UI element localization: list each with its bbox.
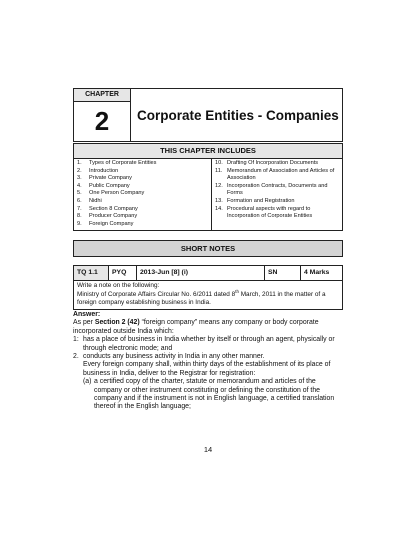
list-item: 6. Nidhi (77, 197, 102, 204)
question-source: PYQ (109, 266, 137, 280)
chapter-title: Corporate Entities - Companies (137, 107, 339, 123)
answer-intro: As per Section 2 (42) “foreign company” means any company or body corporate incorporated outside India which: (73, 319, 319, 335)
list-item: 7. Section 8 Company (77, 205, 138, 212)
question-header-row (74, 266, 342, 281)
chapter-label: CHAPTER (74, 89, 130, 102)
list-item: 1. Types of Corporate Entities (77, 160, 157, 166)
includes-left-column (74, 159, 212, 230)
page-content (73, 88, 343, 412)
list-item: 5. One Person Company (77, 190, 145, 197)
list-item: 2. Introduction (77, 167, 119, 174)
question-text (74, 281, 342, 309)
includes-list (73, 158, 343, 231)
page-number: 14 (203, 445, 213, 454)
question-id: TQ 1.1 (74, 266, 109, 280)
question-exam: 2013-Jun [8] (i) (137, 266, 265, 280)
list-item: 9. Foreign Company (77, 220, 134, 227)
list-item: (a) a certified copy of the charter, statute or memorandum and articles of the company or other instrument constituting or defining the constitution of the company and if the instrument is not in English language, a certified translation thereof in the English language; (83, 378, 335, 411)
answer-section (73, 311, 343, 412)
list-item: 13. Formation and Registration (215, 197, 295, 204)
includes-right-column (212, 159, 342, 230)
question-line: Write a note on the following: (77, 282, 160, 290)
question-line: Ministry of Corporate Affairs Circular No. 6/2011 dated 8th March, 2011 in the matter of a foreign company establishing business in India. (77, 288, 326, 306)
question-marks: 4 Marks (304, 269, 330, 277)
answer-paragraph: Every foreign company shall, within thirty days of the establishment of its place of business in India, deliver to the Registrar for registration: (83, 361, 331, 377)
list-item: 3. Private Company (77, 175, 132, 182)
answer-list (73, 336, 343, 361)
includes-heading: THIS CHAPTER INCLUDES (73, 143, 343, 158)
short-notes-banner: SHORT NOTES (73, 240, 343, 257)
list-item: 14. Procedural aspects with regard to Incorporation of Corporate Entities (215, 205, 313, 220)
list-item: 4. Public Company (77, 182, 130, 189)
question-table (73, 265, 343, 310)
question-type: SN (265, 266, 301, 280)
chapter-badge (74, 89, 131, 141)
chapter-header (73, 88, 343, 142)
chapter-number: 2 (94, 106, 110, 136)
answer-label: Answer: (73, 310, 101, 318)
list-item: 12. Incorporation Contracts, Documents and Forms (215, 182, 328, 197)
list-item: 8. Producer Company (77, 213, 138, 220)
list-item: 1: has a place of business in India whether by itself or through an agent, physically or through electronic mode; and (73, 336, 335, 352)
list-item: 10. Drafting Of Incorporation Documents (215, 160, 319, 166)
list-item: 2. conducts any business activity in India in any other manner. (73, 352, 265, 360)
list-item: 11. Memorandum of Association and Articles of Association (215, 167, 335, 182)
